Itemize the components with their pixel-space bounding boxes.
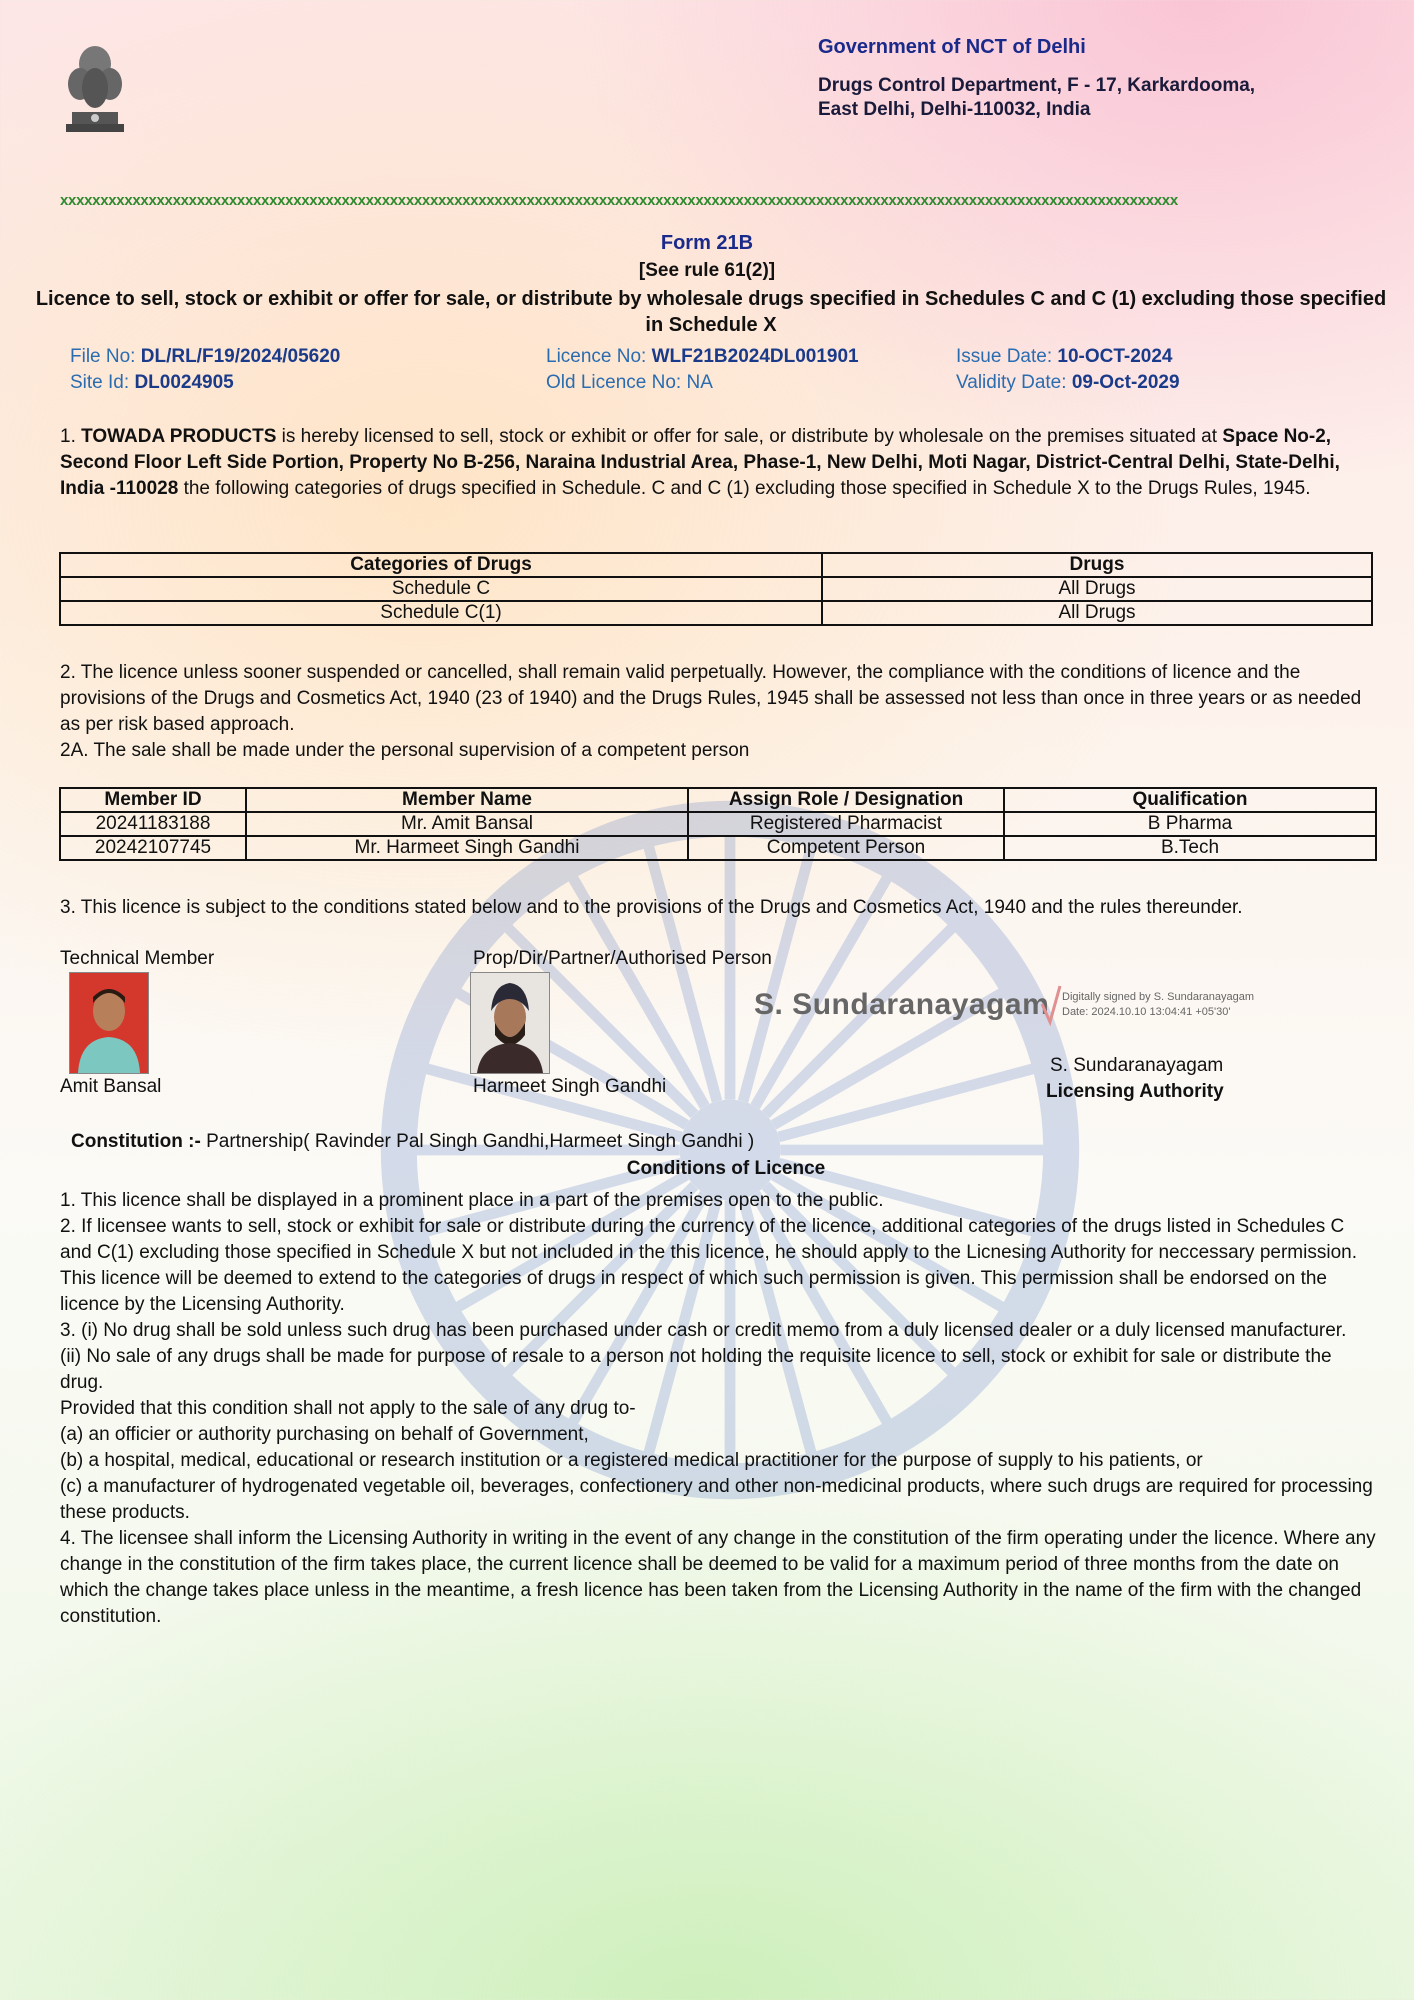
- table-cell: Mr. Harmeet Singh Gandhi: [246, 836, 688, 860]
- table-row: [60, 577, 1372, 601]
- premises-address: Space No-2, Second Floor Left Side Portion, Property No B-256, Naraina Industrial Area, Phase-1, New Delhi, Moti Nagar, District-Central Delhi, State-Delhi, India -110028: [60, 426, 1340, 499]
- constitution-label: Constitution :-: [71, 1131, 201, 1152]
- authority-name: S. Sundaranayagam: [1050, 1055, 1224, 1076]
- licence-paragraph-2a: 2A. The sale shall be made under the personal supervision of a competent person: [60, 740, 750, 761]
- conditions-list: [60, 1188, 1380, 1630]
- department-address: [818, 74, 1255, 122]
- old-licence-label: Old Licence No:: [546, 372, 682, 393]
- authority-title: Licensing Authority: [1046, 1081, 1224, 1102]
- site-id-label: Site Id:: [70, 372, 130, 393]
- condition-item: 3. (i) No drug shall be sold unless such drug has been purchased under cash or credit memo from a duly licensed dealer or a duly licensed manufacturer.: [60, 1320, 1347, 1341]
- file-no-value: DL/RL/F19/2024/05620: [140, 346, 341, 367]
- condition-item: Provided that this condition shall not apply to the sale of any drug to-: [60, 1398, 636, 1419]
- column-header: Qualification: [1004, 788, 1376, 812]
- validity-label: Validity Date:: [956, 372, 1067, 393]
- file-no: [70, 346, 340, 368]
- licence-paragraph-3: 3. This licence is subject to the conditions stated below and to the provisions of the Drugs and Cosmetics Act, 1940 and the rules thereunder.: [60, 897, 1243, 918]
- constitution: [71, 1131, 754, 1153]
- digital-signature-line-2: Date: 2024.10.10 13:04:41 +05'30': [1062, 1006, 1231, 1018]
- table-cell: B.Tech: [1004, 836, 1376, 860]
- table-cell: Schedule C: [60, 577, 822, 601]
- table-cell: 20241183188: [60, 812, 246, 836]
- technical-member-name: Amit Bansal: [60, 1076, 162, 1097]
- condition-item: (b) a hospital, medical, educational or research institution or a registered medical practitioner for the purpose of supply to his patients, or: [60, 1450, 1203, 1471]
- conditions-title: Conditions of Licence: [626, 1158, 826, 1179]
- site-id-value: DL0024905: [134, 372, 234, 393]
- column-header: Assign Role / Designation: [688, 788, 1004, 812]
- validity-date: [956, 372, 1180, 394]
- validity-value: 09-Oct-2029: [1071, 372, 1180, 393]
- old-licence-no: [546, 372, 713, 394]
- column-header: Categories of Drugs: [60, 553, 822, 577]
- condition-item: (c) a manufacturer of hydrogenated vegetable oil, beverages, confectionery and other non-medicinal products, where such drugs are required for processing these products.: [60, 1476, 1373, 1523]
- form-rule: [See rule 61(2)]: [638, 260, 776, 281]
- table-cell: Mr. Amit Bansal: [246, 812, 688, 836]
- constitution-value: Partnership( Ravinder Pal Singh Gandhi,Harmeet Singh Gandhi ): [200, 1131, 755, 1152]
- condition-item: (a) an officier or authority purchasing on behalf of Government,: [60, 1424, 589, 1445]
- site-id: [70, 372, 234, 394]
- condition-item: 2. If licensee wants to sell, stock or exhibit for sale or distribute during the currency of the licence, additional categories of the drugs listed in Schedules C and C(1) excluding those specified in Schedule X but not included in the this licence, he should apply to the Licnesing Authority for neccessary permission. This licence will be deemed to extend to the categories of drugs in respect of which such permission is given. This permission shall be endorsed on the licence by the Licensing Authority.: [60, 1216, 1357, 1315]
- para1-text2: the following categories of drugs specified in Schedule. C and C (1) excluding those specified in Schedule X to the Drugs Rules, 1945.: [178, 478, 1311, 499]
- separator-line: xxxxxxxxxxxxxxxxxxxxxxxxxxxxxxxxxxxxxxxxxxxxxxxxxxxxxxxxxxxxxxxxxxxxxxxxxxxxxxxxxxxxxxxxxxxxxxxxxxxxxxxxxxxxxxxxxxxxxxxxxxxxxxxxxxxxxxxxxxx: [60, 192, 1178, 209]
- authorised-person-name: Harmeet Singh Gandhi: [473, 1076, 667, 1097]
- table-cell: 20242107745: [60, 836, 246, 860]
- para1-prefix: 1.: [60, 426, 82, 447]
- technical-member-photo: [69, 972, 149, 1074]
- address-line-2: East Delhi, Delhi-110032, India: [818, 99, 1091, 120]
- issue-date-label: Issue Date:: [956, 346, 1053, 367]
- table-row: [60, 601, 1372, 625]
- licence-no-value: WLF21B2024DL001901: [651, 346, 859, 367]
- table-header-row: [60, 788, 1376, 812]
- column-header: Member ID: [60, 788, 246, 812]
- table-cell: Registered Pharmacist: [688, 812, 1004, 836]
- licence-paragraph-1: [60, 424, 1380, 502]
- table-cell: Competent Person: [688, 836, 1004, 860]
- authorised-person-label: Prop/Dir/Partner/Authorised Person: [473, 948, 772, 969]
- old-licence-value: NA: [686, 372, 713, 393]
- column-header: Member Name: [246, 788, 688, 812]
- issue-date-value: 10-OCT-2024: [1057, 346, 1173, 367]
- licence-paragraph-2: 2. The licence unless sooner suspended or cancelled, shall remain valid perpetually. However, the compliance with the conditions of licence and the provisions of the Drugs and Cosmetics Act, 1940 (23 of 1940) and the Drugs Rules, 1945 shall be assessed not less than once in three years or as needed as per risk based approach.: [60, 662, 1362, 735]
- condition-item: 1. This licence shall be displayed in a prominent place in a part of the premises open to the public.: [60, 1190, 884, 1211]
- table-cell: B Pharma: [1004, 812, 1376, 836]
- members-table: [59, 787, 1377, 861]
- condition-item: (ii) No sale of any drugs shall be made for purpose of resale to a person not holding the requisite licence to sell, stock or exhibit for sale or distribute the drug.: [60, 1346, 1332, 1393]
- table-cell: All Drugs: [822, 577, 1372, 601]
- condition-item: 4. The licensee shall inform the Licensing Authority in writing in the event of any change in the constitution of the firm operating under the licence. Where any change in the constitution of the firm takes place, the current licence shall be deemed to be valid for a maximum period of three months from the date on which the change takes place unless in the meantime, a fresh licence has been taken from the Licensing Authority in the name of the firm with the changed constitution.: [60, 1528, 1376, 1627]
- para1-text1: is hereby licensed to sell, stock or exhibit or offer for sale, or distribute by wholesale on the premises situated at: [276, 426, 1223, 447]
- table-row: [60, 812, 1376, 836]
- table-header-row: [60, 553, 1372, 577]
- form-title: Form 21B: [660, 232, 754, 254]
- table-cell: All Drugs: [822, 601, 1372, 625]
- file-no-label: File No:: [70, 346, 136, 367]
- digital-signature-name: S. Sundaranayagam: [754, 988, 1050, 1021]
- firm-name: TOWADA PRODUCTS: [81, 426, 277, 447]
- government-title: Government of NCT of Delhi: [818, 36, 1086, 58]
- licence-no: [546, 346, 859, 368]
- drug-categories-table: [59, 552, 1373, 626]
- form-description: Licence to sell, stock or exhibit or offer for sale, or distribute by wholesale drugs specified in Schedules C and C (1) excluding those specified in Schedule X: [35, 288, 1387, 336]
- column-header: Drugs: [822, 553, 1372, 577]
- issue-date: [956, 346, 1173, 368]
- national-emblem-icon: [58, 40, 132, 134]
- licence-no-label: Licence No:: [546, 346, 647, 367]
- authorised-person-photo: [470, 972, 550, 1074]
- table-row: [60, 836, 1376, 860]
- signature-check-icon: [1040, 982, 1062, 1028]
- technical-member-label: Technical Member: [60, 948, 215, 969]
- digital-signature-line-1: Digitally signed by S. Sundaranayagam: [1062, 991, 1255, 1003]
- table-cell: Schedule C(1): [60, 601, 822, 625]
- digital-signature-info: [1062, 990, 1254, 1020]
- address-line-1: Drugs Control Department, F - 17, Karkardooma,: [818, 75, 1256, 96]
